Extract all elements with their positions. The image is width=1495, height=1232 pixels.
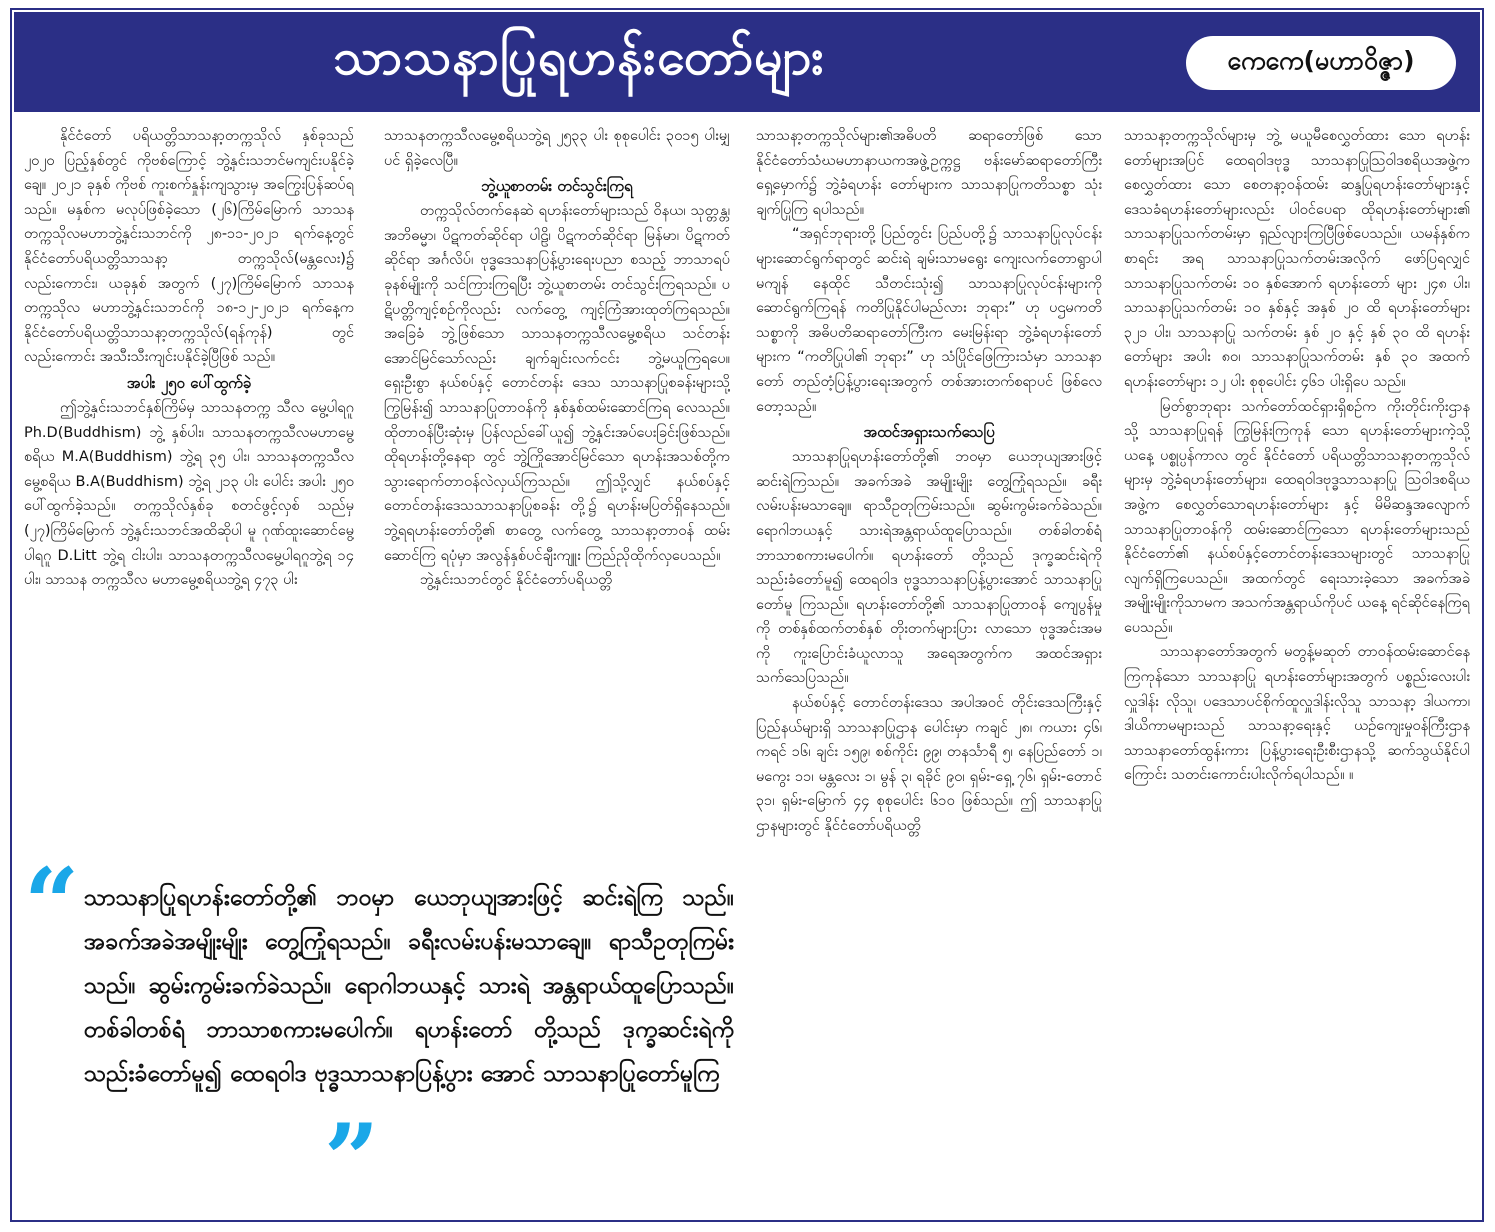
subheading: ဘွဲ့ယူစာတမ်း တင်သွင်းကြရ bbox=[481, 177, 633, 196]
close-quote-icon: ” bbox=[324, 1103, 380, 1216]
paragraph: သာသနတက္ကသီလမွေ့စရိယဘွဲ့ရ ၂၅၃၃ ပါး စုစုပေါင်း ၃၀၁၅ ပါးမျှပင် ရှိခဲ့လေပြီ။ bbox=[384, 128, 730, 169]
paragraph: “အရှင်ဘုရားတို့ ပြည်တွင်း ပြည်ပတို့၌ သာသနာပြုလုပ်ငန်းများဆောင်ရွက်ရာတွင် ဆင်းရဲ ချမ်းသာမရွေး ကျေးလက်တောရွာပါမကျန် နေထိုင် သီတင်းသုံး၍ သာသနာပြုလုပ်ငန်းများကို ဆောင်ရွက်ကြရန် ကတိပြုနိုင်ပါမည်လား ဘုရား” ဟု ပဌမကတိသစ္စာကို အဓိပတိဆရာတော်ကြီးက မေးမြန်းရာ ဘွဲ့ခံရဟန်းတော်များက “ကတိပြုပါ၏ ဘုရား” ဟု သံပြိုင်ဖြေကြားသံမှာ သာသနာတော် တည်တံ့ပြန့်ပွားရေးအတွက် တစ်အားတက်စရာပင် ဖြစ်လေတော့သည်။ bbox=[756, 226, 1102, 415]
paragraph: ဤဘွဲ့နှင်းသဘင်နှစ်ကြိမ်မှ သာသနတက္က သီလ မွေ့ပါရဂူ Ph.D(Buddhism) ဘွဲ့ နှစ်ပါး၊ သာသနတက္ကသီလမဟာမွေ့စရိယ M.A(Buddhism) ဘွဲ့ရ ၃၅ ပါး၊ သာသနတက္ကသီလ မွေ့စရိယ B.A(Buddhism) ဘွဲ့ရ ၂၁၃ ပါး ပေါင်း အပါး ၂၅၀ ပေါ်ထွက်ခဲ့သည်။ တက္ကသိုလ်နှစ်ခု စတင်ဖွင့်လှစ် သည်မှ (၂၇)ကြိမ်မြောက် ဘွဲ့နှင်းသဘင်အထိဆိုပါ မူ ဂုဏ်ထူးဆောင်မွေ့ပါရဂူ D.Litt ဘွဲ့ရ ငါးပါး၊ သာသနတက္ကသီလမွေ့ပါရဂူဘွဲ့ရ ၁၄ ပါး၊ သာသန တက္ကသီလ မဟာမွေ့စရိယဘွဲ့ရ ၄၇၃ ပါး bbox=[24, 399, 354, 589]
article-column-2 bbox=[384, 124, 730, 840]
paragraph: တက္ကသိုလ်တက်နေဆဲ ရဟန်းတော်များသည် ဝိနယ၊ သုတ္တန္တ၊ အဘိဓမ္မာ၊ ပိဋကတ်ဆိုင်ရာ ပါဠိ၊ ပိဋကတ်ဆိုင်ရာ မြန်မာ၊ ပိဋကတ်ဆိုင်ရာ အင်္ဂလိပ်၊ ဗုဒ္ဓဒေသနာပြန့်ပွားရေးပညာ စသည့် ဘာသာရပ် ခုနစ်မျိုးကို သင်ကြားကြရပြီး ဘွဲ့ယူစာတမ်း တင်သွင်းကြရသည်။ ပဋိပတ္တိကျင့်စဉ်ကိုလည်း လက်တွေ့ ကျင့်ကြံအားထုတ်ကြရသည်။ အခြေခံ ဘွဲ့ဖြစ်သော သာသနတက္ကသီလမွေ့စရိယ သင်တန်းအောင်မြင်သော်လည်း ချက်ချင်းလက်ငင်း ဘွဲ့မယူကြရပေ။ ရှေးဦးစွာ နယ်စပ်နှင့် တောင်တန်း ဒေသ သာသနာပြုစခန်းများသို့ ကြွမြန်း၍ သာသနာပြုတာဝန်ကို နှစ်နှစ်ထမ်းဆောင်ကြရ လေသည်။ ထိုတာဝန်ပြီးဆုံးမှ ပြန်လည်ခေါ်ယူ၍ ဘွဲ့နှင်းအပ်ပေးခြင်းဖြစ်သည်။ ထိုရဟန်းတို့နေရာ တွင် ဘွဲ့ကြိုအောင်မြင်သော ရဟန်းအသစ်တို့က သွားရောက်တာဝန်လဲလှယ်ကြသည်။ ဤသို့လျှင် နယ်စပ်နှင့် တောင်တန်းဒေသသာသနာပြုစခန်း တို့၌ ရဟန်းမပြတ်ရှိနေသည်။ ဘွဲ့ရရဟန်းတော်တို့၏ စာတွေ့ လက်တွေ့ သာသနာ့တာဝန် ထမ်းဆောင်ကြ ရပုံမှာ အလွန်နှစ်ပင်ချီးကျူး ကြည်ညိုထိုက်လှပေသည်။ bbox=[384, 203, 730, 564]
paragraph: သာသနာ့တက္ကသိုလ်များ၏အဓိပတိ ဆရာတော်ဖြစ် သော နိုင်ငံတော်သံဃမဟာနာယကအဖွဲ့ဥက္ကဋ္ဌ ဗန်းမော်ဆရာတော်ကြီးရှေ့မှောက်၌ ဘွဲ့ခံရဟန်း တော်များက သာသနာပြုကတိသစ္စာ သုံးချက်ပြုကြ ရပါသည်။ bbox=[756, 128, 1102, 218]
paragraph: သာသနာ့တက္ကသိုလ်များမှ ဘွဲ့ မယူမီစေလွှတ်ထား သော ရဟန်းတော်များအပြင် ထေရဝါဒဗုဒ္ဓ သာသနာပြုသြဝါဒစရိယအဖွဲ့က စေလွှတ်ထား သော စေတနာ့ဝန်ထမ်း ဆန္ဒပြုရဟန်းတော်များနှင့် ဒေသခံရဟန်းတော်များလည်း ပါဝင်ပေရာ ထိုရဟန်းတော်များ၏ သာသနာပြုသက်တမ်းမှာ ရှည်လျားကြပြီဖြစ်ပေသည်။ ယမန်နှစ်က စာရင်း အရ သာသနာပြုသက်တမ်းအလိုက် ဖော်ပြရလျှင် သာသနာပြုသက်တမ်း ၁၀ နှစ်အောက် ရဟန်းတော် များ ၂၄၈ ပါး၊ သာသနာပြုသက်တမ်း ၁၀ နှစ်နှင့် အနှစ် ၂၀ ထိ ရဟန်းတော်များ ၃၂၁ ပါး၊ သာသနာပြု သက်တမ်း နှစ် ၂၀ နှင့် နှစ် ၃၀ ထိ ရဟန်းတော်များ အပါး ၈၀၊ သာသနာပြုသက်တမ်း နှစ် ၃၀ အထက် ရဟန်းတော်များ ၁၂ ပါး စုစုပေါင်း ၄၆၁ ပါးရှိပေ သည်။ bbox=[1124, 128, 1470, 390]
subheading: အထင်အရှားသက်သေပြ bbox=[863, 423, 995, 442]
paragraph: မြတ်စွာဘုရား သက်တော်ထင်ရှားရှိစဉ်က ကိုးတိုင်းကိုးဌာနသို့ သာသနာပြုရန် ကြွမြန်းကြကုန် သော ရဟန်းတော်များကဲ့သို့ ယနေ့ ပစ္စုပ္ပန်ကာလ တွင် နိုင်ငံတော် ပရိယတ္တိသာသနာ့တက္ကသိုလ်များမှ ဘွဲ့ခံရဟန်းတော်များ၊ ထေရဝါဒဗုဒ္ဓသာသနာပြု သြဝါဒစရိယအဖွဲ့က စေလွှတ်သောရဟန်းတော်များ နှင့် မိမိဆန္ဒအလျောက် သာသနာပြုတာဝန်ကို ထမ်းဆောင်ကြသော ရဟန်းတော်များသည် နိုင်ငံတော်၏ နယ်စပ်နှင့်တောင်တန်းဒေသများတွင် သာသနာပြုလျက်ရှိကြပေသည်။ အထက်တွင် ရေးသားခဲ့သော အခက်အခဲအမျိုးမျိုးကိုသာမက အသက်အန္တရာယ်ကိုပင် ယနေ့ ရင်ဆိုင်နေကြရ ပေသည်။ bbox=[1124, 398, 1470, 636]
header-banner bbox=[14, 12, 1480, 112]
author-byline: ကေကေ(မဟာဝိဇ္ဇာ) bbox=[1186, 36, 1456, 90]
paragraph: နိုင်ငံတော် ပရိယတ္တိသာသနာ့တက္ကသိုလ် နှစ်ခုသည် ၂၀၂၀ ပြည့်နှစ်တွင် ကိုဗစ်ကြောင့် ဘွဲ့နှင်းသဘင်မကျင်းပနိုင်ခဲ့ချေ။ ၂၀၂၁ ခုနှစ် ကိုဗစ် ကူးစက်နှုန်းကျသွားမှ အကြွေးပြန်ဆပ်ရသည်။ မနှစ်က မလုပ်ဖြစ်ခဲ့သော (၂၆)ကြိမ်မြောက် သာသနတက္ကသိုလမဟာဘွဲ့နှင်းသဘင်ကို ၂၈-၁၁-၂၀၂၁ ရက်နေ့တွင် နိုင်ငံတော်ပရိယတ္တိသာသနာ့ တက္ကသိုလ်(မန္တလေး)၌ လည်းကောင်း၊ ယခုနှစ် အတွက် (၂၇)ကြိမ်မြောက် သာသနတက္ကသိုလ မဟာဘွဲ့နှင်းသဘင်ကို ၁၈-၁၂-၂၀၂၁ ရက်နေ့က နိုင်ငံတော်ပရိယတ္တိသာသနာ့တက္ကသိုလ်(ရန်ကုန်) တွင်လည်းကောင်း အသီးသီးကျင်းပနိုင်ခဲ့ပြီဖြစ် သည်။ bbox=[24, 128, 354, 366]
open-quote-icon: “ bbox=[24, 847, 80, 960]
article-column-3 bbox=[756, 124, 1102, 1216]
pull-quote-text: သာသနာပြုရဟန်းတော်တို့၏ ဘဝမှာ ယေဘုယျအားဖြင့် ဆင်းရဲကြ သည်။ အခက်အခဲအမျိုးမျိုး တွေ့ကြုံရသည်။ ခရီးလမ်းပန်းမသာချေ။ ရာသီဥတုကြမ်းသည်။ ဆွမ်းကွမ်းခက်ခဲသည်။ ရောဂါဘယနှင့် သားရဲ အန္တရာယ်ထူပြောသည်။ တစ်ခါတစ်ရံ ဘာသာစကားမပေါက်။ ရဟန်းတော် တို့သည် ဒုက္ခဆင်းရဲကို သည်းခံတော်မူ၍ ထေရဝါဒ ဗုဒ္ဓသာသနာပြန့်ပွား အောင် သာသနာပြုတော်မူကြ bbox=[84, 885, 734, 1087]
paragraph: သာသနာတော်အတွက် မတွန့်မဆုတ် တာဝန်ထမ်းဆောင်နေကြကုန်သော သာသနာပြု ရဟန်းတော်များအတွက် ပစ္စည်းလေးပါးလှူဒါန်း လိုသူ၊ ပဒေသာပင်စိုက်ထူလှူဒါန်းလိုသူ သာသနာ့ ဒါယကာ၊ ဒါယိကာမများသည် သာသနာ့ရေးနှင့် ယဉ်ကျေးမှုဝန်ကြီးဌာန သာသနာတော်ထွန်းကား ပြန့်ပွားရေးဦးစီးဌာနသို့ ဆက်သွယ်နိုင်ပါကြောင်း သတင်းကောင်းပါးလိုက်ရပါသည်။ ။ bbox=[1124, 644, 1470, 784]
article-column-4 bbox=[1124, 124, 1470, 1216]
pull-quote bbox=[24, 847, 734, 1216]
article-title: သာသနာပြုရဟန်းတော်များ bbox=[333, 27, 825, 86]
article-column-1 bbox=[24, 124, 354, 840]
paragraph: သာသနာပြုရဟန်းတော်တို့၏ ဘဝမှာ ယေဘုယျအားဖြင့် ဆင်းရဲကြသည်။ အခက်အခဲ အမျိုးမျိုး တွေ့ကြုံရသည်။ ခရီးလမ်းပန်းမသာချေ။ ရာသီဥတုကြမ်းသည်။ ဆွမ်းကွမ်းခက်ခဲသည်။ ရောဂါဘယနှင့် သားရဲအန္တရာယ်ထူပြောသည်။ တစ်ခါတစ်ရံ ဘာသာစကားမပေါက်။ ရဟန်းတော် တို့သည် ဒုက္ခဆင်းရဲကို သည်းခံတော်မူ၍ ထေရဝါဒ ဗုဒ္ဓသာသနာပြန့်ပွားအောင် သာသနာပြုတော်မူ ကြသည်။ ရဟန်းတော်တို့၏ သာသနာပြုတာဝန် ကျေပွန်မှုကို တစ်နှစ်ထက်တစ်နှစ် တိုးတက်များပြား လာသော ဗုဒ္ဓအင်းအမကို ကူးပြောင်းခံယူလာသူ အရေအတွက်က အထင်အရှားသက်သေပြသည်။ bbox=[756, 449, 1102, 687]
paragraph: နယ်စပ်နှင့် တောင်တန်းဒေသ အပါအဝင် တိုင်းဒေသကြီးနှင့် ပြည်နယ်များရှိ သာသနာပြုဌာန ပေါင်းမှာ ကချင် ၂၈၊ ကယား ၄၆၊ ကရင် ၁၆၊ ချင်း ၁၅၉၊ စစ်ကိုင်း ၉၉၊ တနင်္သာရီ ၅၊ နေပြည်တော် ၁၊ မကွေး ၁၁၊ မန္တလေး ၁၊ မွန် ၃၊ ရခိုင် ၉၀၊ ရှမ်း-ရှေ့ ၇၆၊ ရှမ်း-တောင် ၃၁၊ ရှမ်း-မြောက် ၄၄ စုစုပေါင်း ၆၁၀ ဖြစ်သည်။ ဤ သာသနာပြုဌာနများတွင် နိုင်ငံတော်ပရိယတ္တိ bbox=[756, 695, 1102, 835]
subheading: အပါး ၂၅၀ ပေါ်ထွက်ခဲ့ bbox=[126, 373, 252, 392]
paragraph: ဘွဲ့နှင်းသဘင်တွင် နိုင်ငံတော်ပရိယတ္တိ bbox=[420, 572, 613, 589]
